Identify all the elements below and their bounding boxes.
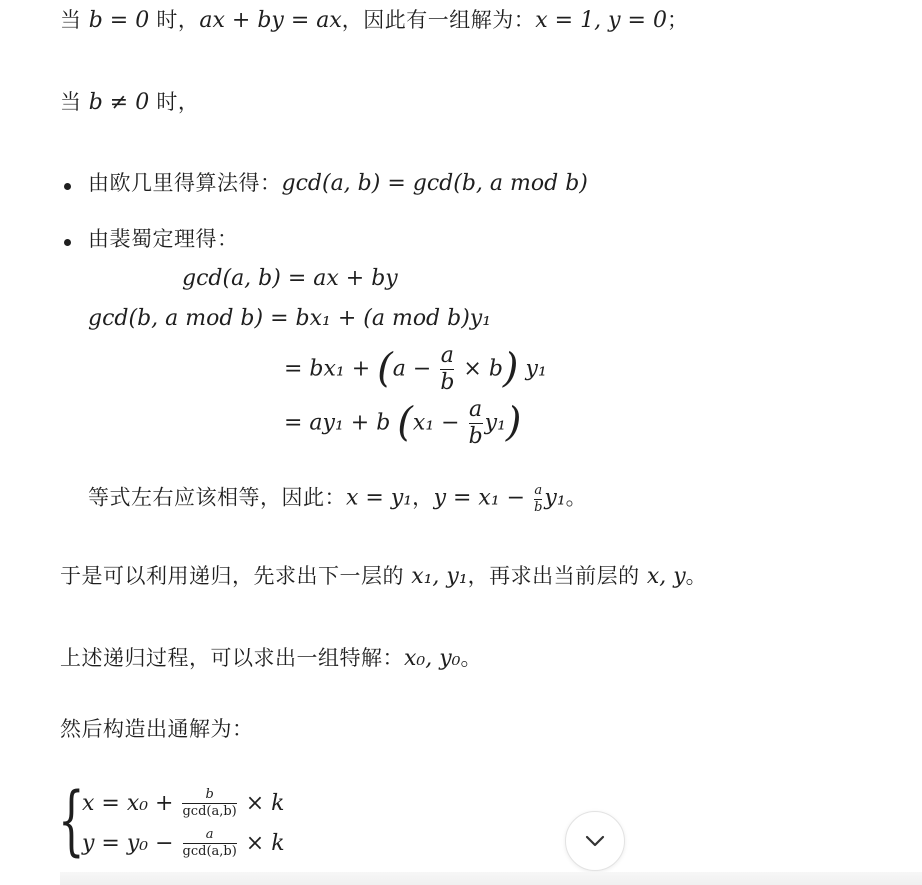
frac-num: b <box>205 787 214 802</box>
math-x: x = y₁ <box>346 485 413 511</box>
frac-num: a <box>205 827 214 842</box>
text-suffix: 时， <box>149 90 200 114</box>
row-times: × k <box>238 830 285 856</box>
math-y: y = x₁ − <box>433 485 533 511</box>
fraction-a-over-gcd <box>183 828 237 860</box>
fraction-b-over-gcd <box>182 788 236 820</box>
align-seg: = ay₁ + b <box>284 410 398 436</box>
paren-open: ( <box>377 345 393 392</box>
paragraph-b-zero <box>60 10 688 32</box>
row-lhs: x = x₀ + <box>82 790 181 816</box>
paren-close: ) <box>505 399 522 446</box>
paren-close: ) <box>502 345 519 392</box>
input-area-edge <box>60 872 922 885</box>
text-prefix: 当 <box>60 90 89 114</box>
align-seg: y₁ <box>484 410 506 436</box>
align-rhs: ax + by <box>313 266 398 291</box>
math-euclid: gcd(a, b) = gcd(b, a mod b) <box>281 171 588 196</box>
chevron-down-icon <box>584 834 606 848</box>
align-seg: = bx₁ + <box>284 356 378 382</box>
frac-num: a <box>469 397 483 422</box>
text-mid2: ，因此有一组解为： <box>341 8 536 32</box>
text-b: ，再求出当前层的 <box>467 564 647 588</box>
math-expression: ax + by = ax <box>199 8 342 33</box>
bullet-label: 由裴蜀定理得： <box>88 227 239 251</box>
math-v2: x, y <box>646 564 686 589</box>
align-rhs: bx₁ + (a mod b)y₁ <box>295 306 492 331</box>
general-row-1 <box>82 788 285 820</box>
frac-den: b <box>534 500 543 516</box>
align-lhs: gcd(b, a mod b) = <box>88 306 296 331</box>
math-solution: x = 1, y = 0 <box>535 8 667 33</box>
frac-den: b <box>468 424 483 450</box>
fraction-a-over-b <box>469 398 483 449</box>
text: 然后构造出通解为： <box>60 717 254 741</box>
frac-num: a <box>440 343 454 368</box>
text-c: 。 <box>685 564 708 588</box>
bullet-dot <box>64 183 71 190</box>
frac-den: gcd(a,b) <box>182 844 237 860</box>
conclusion-text: 等式左右应该相等，因此： <box>88 485 346 510</box>
bullet-dot <box>64 239 71 246</box>
math-v1: x₁, y₁ <box>411 564 468 589</box>
paren-open: ( <box>397 399 413 446</box>
align-row-4 <box>284 398 522 449</box>
align-seg: a − <box>392 356 439 382</box>
row-times: × k <box>238 790 285 816</box>
align-lhs: gcd(a, b) = <box>182 266 314 291</box>
align-seg: y₁ <box>518 356 547 382</box>
math-condition: b = 0 <box>88 8 150 33</box>
math-v: x₀, y₀ <box>404 646 461 671</box>
text-end: ； <box>666 8 689 32</box>
bullet-bezout <box>88 229 239 250</box>
frac-num: a <box>534 483 543 498</box>
row-lhs: y = y₀ − <box>82 830 181 856</box>
frac-den: b <box>440 370 455 396</box>
align-row-2 <box>88 308 491 330</box>
fraction-a-over-b <box>534 484 542 516</box>
align-seg: × b <box>456 356 503 382</box>
paragraph-b-nonzero <box>60 92 199 114</box>
frac-den: gcd(a,b) <box>182 804 237 820</box>
align-seg: x₁ − <box>412 410 467 436</box>
general-row-2 <box>82 828 285 860</box>
bullet-euclid <box>88 173 588 195</box>
period: 。 <box>565 485 588 510</box>
text-a: 于是可以利用递归，先求出下一层的 <box>60 564 412 588</box>
left-brace: { <box>58 775 85 864</box>
text-prefix: 当 <box>60 8 89 32</box>
separator: ， <box>412 485 434 510</box>
math-y-end: y₁ <box>544 485 566 511</box>
text-a: 上述递归过程，可以求出一组特解： <box>60 646 404 670</box>
fraction-a-over-b <box>440 344 454 395</box>
conclusion-line <box>88 484 587 516</box>
text-b: 。 <box>460 646 482 670</box>
math-condition: b ≠ 0 <box>88 90 150 115</box>
align-row-1 <box>182 268 398 290</box>
bullet-label: 由欧几里得算法得： <box>88 171 282 195</box>
scroll-down-button[interactable] <box>565 811 625 871</box>
paragraph-particular <box>60 648 482 670</box>
text-mid: 时， <box>149 8 200 32</box>
paragraph-general <box>60 719 254 740</box>
paragraph-recursion <box>60 566 707 588</box>
align-row-3 <box>284 344 547 395</box>
